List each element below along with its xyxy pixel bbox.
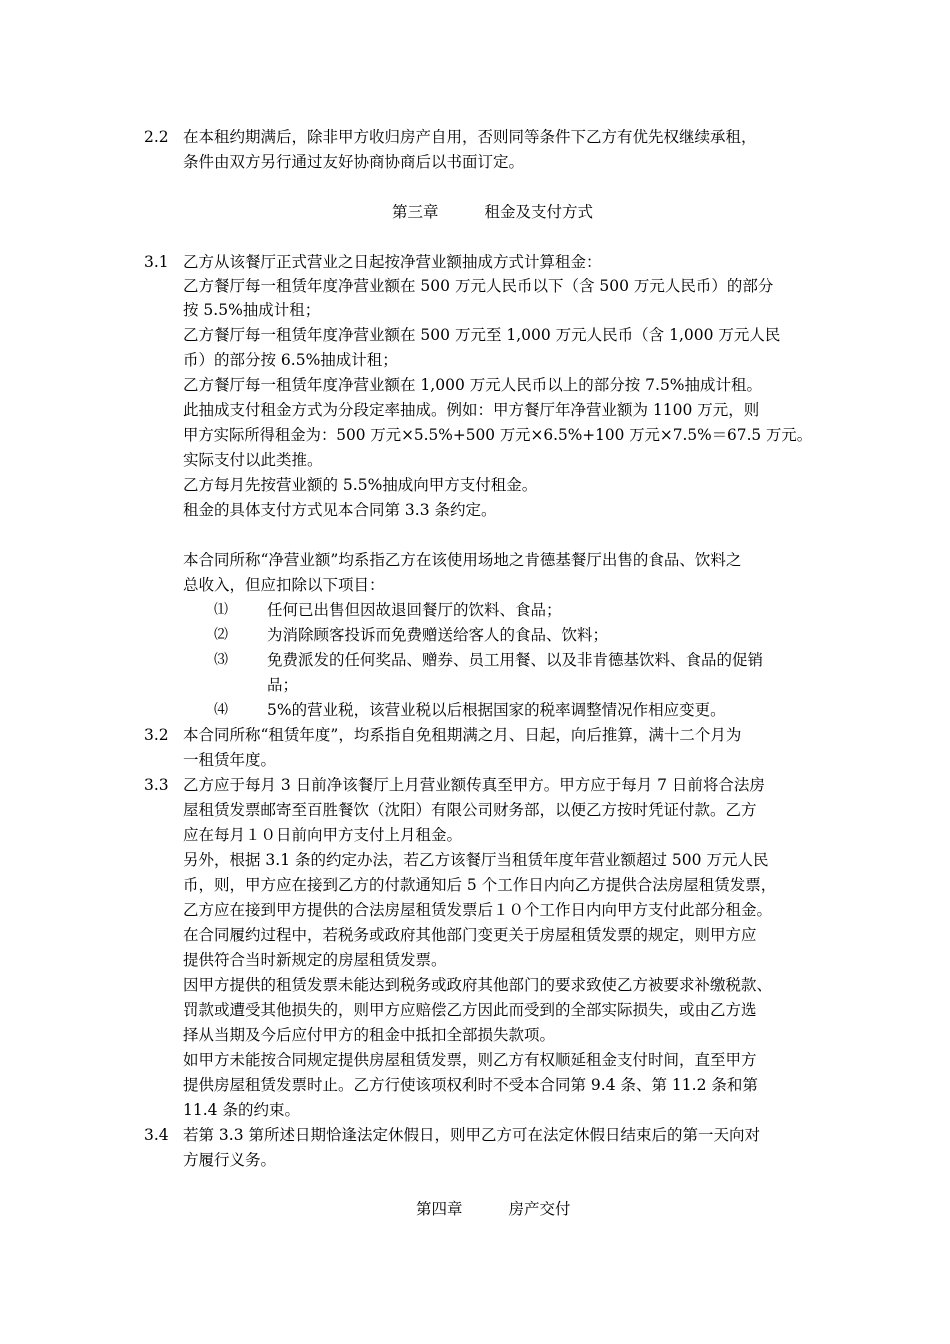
clause-text-line: 屋租赁发票邮寄至百胜餐饮（沈阳）有限公司财务部，以便乙方按时凭证付款。乙方 bbox=[183, 801, 757, 819]
chapter-number: 第四章 bbox=[416, 1200, 463, 1218]
clause-text-line: 乙方餐厅每一租赁年度净营业额在 500 万元至 1,000 万元人民币（含 1,000 万元人民 bbox=[183, 326, 781, 344]
clause-text-line: 按 5.5%抽成计租； bbox=[183, 301, 321, 319]
clause-text-line: 另外，根据 3.1 条的约定办法，若乙方该餐厅当租赁年度年营业额超过 500 万元人民 bbox=[183, 851, 769, 869]
clause-text-line: 乙方餐厅每一租赁年度净营业额在 1,000 万元人民币以上的部分按 7.5%抽成计租。 bbox=[183, 376, 763, 394]
clause-text-line: 11.4 条的约束。 bbox=[183, 1101, 300, 1119]
list-item-number: ⑵ bbox=[214, 627, 228, 643]
chapter-heading bbox=[416, 1198, 571, 1220]
clause-text-line: 择从当期及今后应付甲方的租金中抵扣全部损失款项。 bbox=[183, 1026, 556, 1044]
clause-text-line: 乙方每月先按营业额的 5.5%抽成向甲方支付租金。 bbox=[183, 476, 538, 494]
clause-text-line: 甲方实际所得租金为：500 万元×5.5%+500 万元×6.5%+100 万元×7.5%＝67.5 万元。 bbox=[183, 426, 813, 444]
clause-text-line: 一租赁年度。 bbox=[183, 751, 277, 769]
clause-text-line: 租金的具体支付方式见本合同第 3.3 条约定。 bbox=[183, 501, 497, 519]
clause-text-line: 乙方应在接到甲方提供的合法房屋租赁发票后１０个工作日内向甲方支付此部分租金。 bbox=[183, 901, 773, 919]
chapter-title: 租金及支付方式 bbox=[484, 203, 594, 221]
clause-number: 3.3 bbox=[144, 776, 169, 794]
definition-line: 总收入，但应扣除以下项目： bbox=[183, 576, 385, 594]
clause-text-line: 本合同所称“租赁年度”，均系指自免租期满之月、日起，向后推算，满十二个月为 bbox=[183, 726, 742, 744]
clause-text-line: 因甲方提供的租赁发票未能达到税务或政府其他部门的要求致使乙方被要求补缴税款、 bbox=[183, 976, 773, 994]
clause-text-line: 乙方应于每月 3 日前净该餐厅上月营业额传真至甲方。甲方应于每月 7 日前将合法房 bbox=[183, 776, 765, 794]
clause-text-line: 提供房屋租赁发票时止。乙方行使该项权利时不受本合同第 9.4 条、第 11.2 条和第 bbox=[183, 1076, 758, 1094]
list-item-text: 免费派发的任何奖品、赠券、员工用餐、以及非肯德基饮料、食品的促销 bbox=[267, 651, 764, 669]
definition-line: 本合同所称“净营业额”均系指乙方在该使用场地之肯德基餐厅出售的食品、饮料之 bbox=[183, 551, 742, 569]
list-item-number: ⑶ bbox=[214, 652, 228, 668]
clause-text-line: 提供符合当时新规定的房屋租赁发票。 bbox=[183, 951, 447, 969]
clause-text-line: 如甲方未能按合同规定提供房屋租赁发票，则乙方有权顺延租金支付时间，直至甲方 bbox=[183, 1051, 757, 1069]
clause-text-line: 此抽成支付租金方式为分段定率抽成。例如：甲方餐厅年净营业额为 1100 万元，则 bbox=[183, 401, 760, 419]
clause-text-line: 实际支付以此类推。 bbox=[183, 451, 323, 469]
chapter-heading bbox=[392, 201, 593, 223]
list-item-text: 任何已出售但因故退回餐厅的饮料、食品； bbox=[267, 601, 562, 619]
clause-number: 3.4 bbox=[144, 1126, 169, 1144]
clause-text-line: 方履行义务。 bbox=[183, 1151, 277, 1169]
list-item-text: 为消除顾客投诉而免费赠送给客人的食品、饮料； bbox=[267, 626, 609, 644]
clause-text-line: 币，则，甲方应在接到乙方的付款通知后 5 个工作日内向乙方提供合法房屋租赁发票， bbox=[183, 876, 777, 894]
list-item-number: ⑴ bbox=[214, 602, 228, 618]
chapter-title: 房产交付 bbox=[508, 1200, 571, 1218]
clause-text-line: 在本租约期满后，除非甲方收归房产自用，否则同等条件下乙方有优先权继续承租， bbox=[183, 128, 757, 146]
clause-text-line: 罚款或遭受其他损失的，则甲方应赔偿乙方因此而受到的全部实际损失，或由乙方选 bbox=[183, 1001, 757, 1019]
clause-number: 3.2 bbox=[144, 726, 169, 744]
chapter-number: 第三章 bbox=[392, 203, 439, 221]
clause-text-line: 若第 3.3 第所述日期恰逢法定休假日，则甲乙方可在法定休假日结束后的第一天向对 bbox=[183, 1126, 761, 1144]
list-item-text: 5%的营业税，该营业税以后根据国家的税率调整情况作相应变更。 bbox=[267, 701, 726, 719]
clause-text-line: 条件由双方另行通过友好协商协商后以书面订定。 bbox=[183, 153, 525, 171]
clause-text-line: 乙方从该餐厅正式营业之日起按净营业额抽成方式计算租金： bbox=[183, 253, 602, 271]
list-item-text: 品； bbox=[267, 676, 299, 694]
clause-number: 2.2 bbox=[144, 128, 169, 146]
clause-text-line: 在合同履约过程中，若税务或政府其他部门变更关于房屋租赁发票的规定，则甲方应 bbox=[183, 926, 757, 944]
clause-text-line: 币）的部分按 6.5%抽成计租； bbox=[183, 351, 398, 369]
clause-number: 3.1 bbox=[144, 253, 169, 271]
clause-text-line: 应在每月１０日前向甲方支付上月租金。 bbox=[183, 826, 463, 844]
clause-text-line: 乙方餐厅每一租赁年度净营业额在 500 万元人民币以下（含 500 万元人民币）的部分 bbox=[183, 277, 774, 295]
list-item-number: ⑷ bbox=[214, 702, 228, 718]
